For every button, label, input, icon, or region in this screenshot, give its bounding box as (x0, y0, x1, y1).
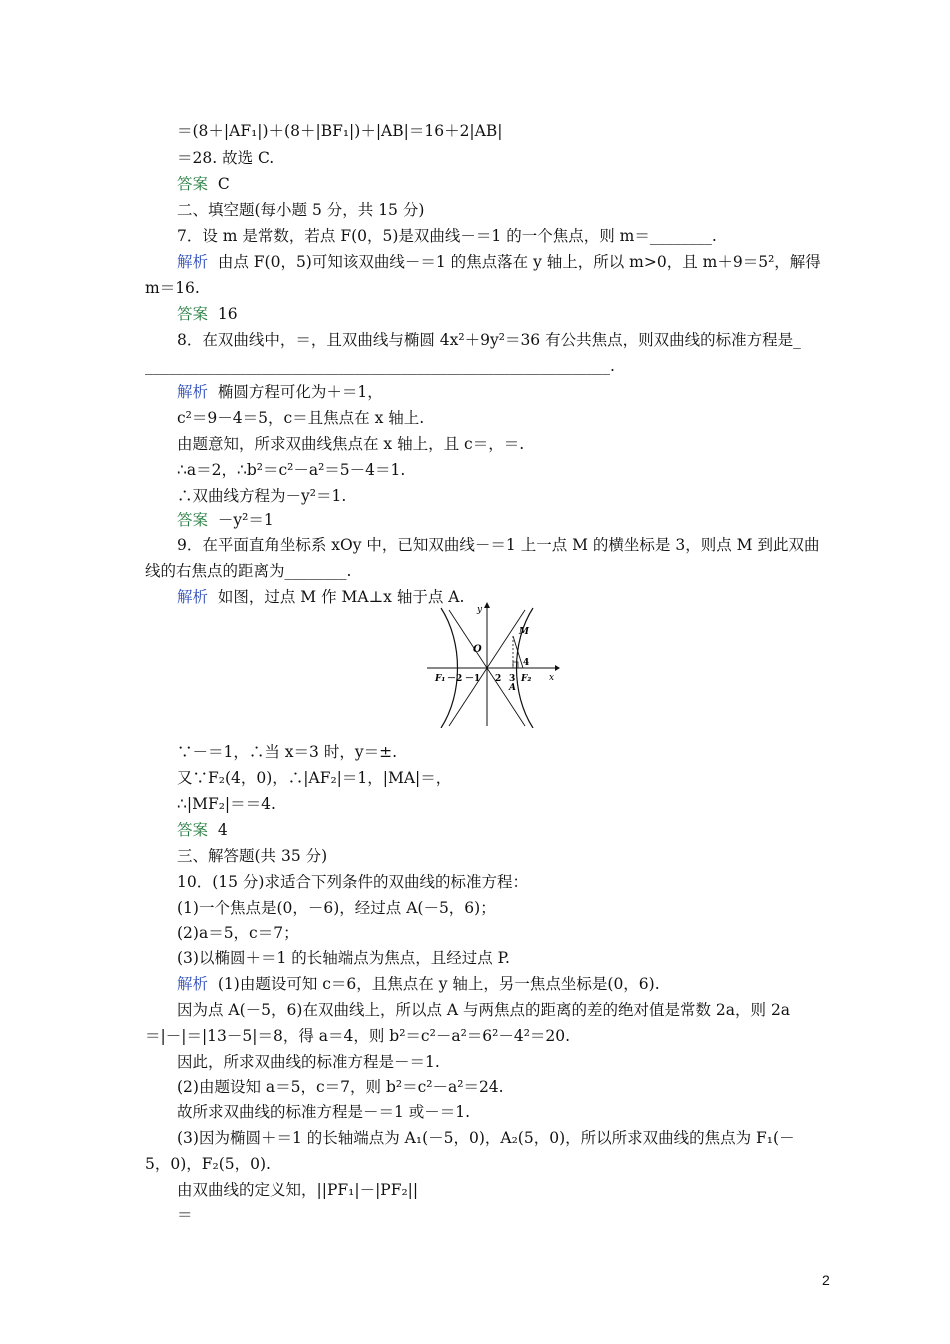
page-number: 2 (822, 1272, 830, 1288)
answer-label: 答案 (177, 821, 218, 839)
line-text: (1)一个焦点是(0，－6)，经过点 A(－5，6)； (177, 899, 496, 917)
text-line (177, 872, 528, 892)
text-line (177, 121, 502, 141)
answer-line (177, 820, 228, 840)
text-line (177, 148, 274, 168)
fig-label-x: x (549, 673, 555, 683)
line-text: 三、解答题(共 35 分) (177, 847, 328, 865)
line-text: (1)由题设可知 c＝6，且焦点在 y 轴上，另一焦点坐标是(0，6). (217, 975, 660, 993)
line-text: 16 (217, 305, 238, 323)
text-line (177, 200, 424, 220)
answer-label: 答案 (177, 511, 218, 529)
fig-label-minus2: －2 (447, 674, 463, 684)
line-text: 因此，所求双曲线的标准方程是－＝1. (177, 1053, 440, 1071)
text-line (177, 948, 510, 968)
line-text: m＝16. (145, 279, 200, 297)
analysis-label: 解析 (177, 253, 218, 271)
line-text: 4 (217, 821, 228, 839)
line-text: C (217, 175, 230, 193)
hyperbola-figure (425, 602, 560, 728)
fig-label-3: 3 (509, 674, 516, 684)
text-line (177, 1077, 504, 1097)
text-line (145, 356, 615, 376)
line-text: 线的右焦点的距离为________. (145, 562, 352, 580)
line-text: 7．设 m 是常数，若点 F(0，5)是双曲线－＝1 的一个焦点，则 m＝________. (177, 227, 717, 245)
text-line (145, 1154, 271, 1174)
line-text: ∵－＝1，∴当 x＝3 时，y＝±. (177, 743, 397, 761)
fig-label-f2: F₂ (521, 674, 532, 684)
line-text: (2)由题设知 a＝5，c＝7，则 b²＝c²－a²＝24. (177, 1078, 504, 1096)
text-line (177, 226, 717, 246)
answer-line (177, 510, 274, 530)
analysis-line (177, 974, 660, 994)
answer-label: 答案 (177, 305, 218, 323)
text-line (145, 278, 200, 298)
text-line (177, 923, 299, 943)
line-text: c²＝9－4＝5，c＝且焦点在 x 轴上. (177, 409, 425, 427)
analysis-line (177, 382, 383, 402)
line-text: 10．(15 分)求适合下列条件的双曲线的标准方程： (177, 873, 528, 891)
text-line (177, 486, 346, 506)
line-text: ＝(8＋|AF₁|)＋(8＋|BF₁|)＋|AB|＝16＋2|AB| (177, 122, 503, 140)
text-line (177, 1128, 795, 1148)
line-text: ∴|MF₂|＝＝4. (177, 795, 276, 813)
line-text: 由点 F(0，5)可知该双曲线－＝1 的焦点落在 y 轴上，所以 m>0，且 m＋9＝5²，解得 (217, 253, 821, 271)
line-text: 椭圆方程可化为＋＝1， (217, 383, 383, 401)
text-line (177, 408, 424, 428)
text-line (177, 1180, 418, 1200)
line-text: －y²＝1 (217, 511, 274, 529)
line-text: ∴a＝2，∴b²＝c²－a²＝5－4＝1. (177, 461, 406, 479)
line-text: 9．在平面直角坐标系 xOy 中，已知双曲线－＝1 上一点 M 的横坐标是 3，则点 M 到此双曲 (177, 536, 820, 554)
text-line (177, 768, 451, 788)
line-text: ＝ (177, 1206, 193, 1224)
text-line (177, 535, 819, 555)
fig-label-o: O (473, 644, 482, 655)
analysis-line (177, 252, 821, 272)
line-text: 故所求双曲线的标准方程是－＝1 或－＝1. (177, 1103, 471, 1121)
answer-line (177, 174, 230, 194)
analysis-label: 解析 (177, 588, 218, 606)
answer-line (177, 304, 238, 324)
line-text: 8．在双曲线中，＝，且双曲线与椭圆 4x²＋9y²＝36 有公共焦点，则双曲线的标准方程是_ (177, 331, 801, 349)
analysis-line (177, 587, 464, 607)
text-line (177, 460, 405, 480)
fig-label-f1: F₁ (435, 674, 446, 684)
fig-label-minus1: －1 (465, 674, 481, 684)
text-line (177, 1000, 790, 1020)
text-line (145, 1026, 570, 1046)
line-text: (3)以椭圆＋＝1 的长轴端点为焦点，且经过点 P. (177, 949, 510, 967)
line-text: ＝28. 故选 C. (177, 149, 275, 167)
fig-label-4: 4 (523, 658, 530, 668)
line-text: (3)因为椭圆＋＝1 的长轴端点为 A₁(－5，0)，A₂(5，0)，所以所求双曲线的焦点为 F₁(－ (177, 1129, 795, 1147)
fig-label-2: 2 (495, 674, 502, 684)
line-text: 如图，过点 M 作 MA⊥x 轴于点 A. (217, 588, 465, 606)
text-line (177, 1102, 470, 1122)
line-text: ∴双曲线方程为－y²＝1. (177, 487, 347, 505)
text-line (177, 742, 397, 762)
text-line (177, 1052, 440, 1072)
line-text: ____________________________________________________________. (145, 357, 615, 375)
line-text: ＝|－|＝|13－5|＝8，得 a＝4，则 b²＝c²－a²＝6²－4²＝20. (145, 1027, 571, 1045)
text-line (177, 794, 276, 814)
text-line (145, 561, 351, 581)
line-text: 由双曲线的定义知，||PF₁|－|PF₂|| (177, 1181, 419, 1199)
fig-label-y: y (477, 605, 483, 615)
fig-label-m: M (519, 627, 529, 637)
text-line (177, 1205, 193, 1225)
fig-label-a: A (509, 683, 516, 693)
line-text: (2)a＝5，c＝7； (177, 924, 299, 942)
answer-label: 答案 (177, 175, 218, 193)
analysis-label: 解析 (177, 383, 218, 401)
text-line (177, 846, 327, 866)
analysis-label: 解析 (177, 975, 218, 993)
text-line (177, 898, 496, 918)
text-line (177, 434, 524, 454)
text-line (177, 330, 801, 350)
line-text: 又∵F₂(4，0)，∴|AF₂|＝1，|MA|＝， (177, 769, 452, 787)
line-text: 由题意知，所求双曲线焦点在 x 轴上，且 c＝，＝. (177, 435, 525, 453)
line-text: 二、填空题(每小题 5 分，共 15 分) (177, 201, 425, 219)
line-text: 5，0)，F₂(5，0). (145, 1155, 271, 1173)
line-text: 因为点 A(－5，6)在双曲线上，所以点 A 与两焦点的距离的差的绝对值是常数 2a，则 2a (177, 1001, 791, 1019)
